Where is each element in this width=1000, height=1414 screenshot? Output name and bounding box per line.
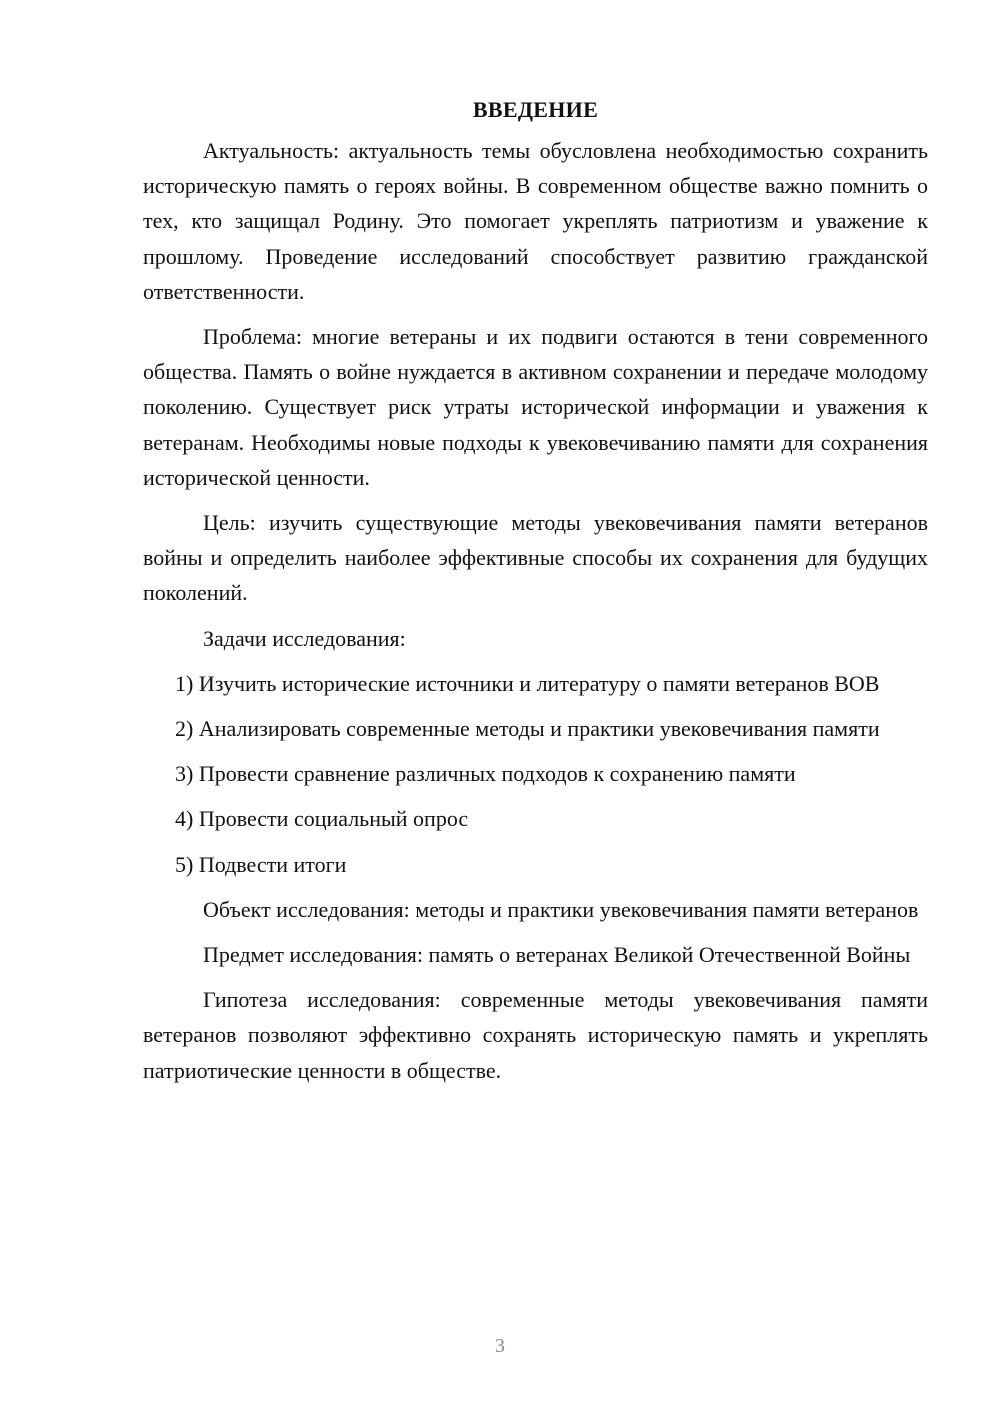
task-item-4: 4) Провести социальный опрос <box>175 806 469 832</box>
hypothesis-paragraph: Гипотеза исследования: современные методы увековечивания памяти ветеранов позволяют эффективно сохранять историческую память и укреплять патриотические ценности в обществе. <box>143 987 928 1083</box>
goal-paragraph: Цель: изучить существующие методы увековечивания памяти ветеранов войны и определить наиболее эффективные способы их сохранения для будущих поколений. <box>143 510 928 606</box>
section-title: ВВЕДЕНИЕ <box>472 97 599 122</box>
task-item-1: 1) Изучить исторические источники и литературу о памяти ветеранов ВОВ <box>175 670 880 696</box>
page-number: 3 <box>495 1335 505 1357</box>
relevance-paragraph: Актуальность: актуальность темы обусловлена необходимостью сохранить историческую память о героях войны. В современном обществе важно помнить о тех, кто защищал Родину. Это помогает укреплять патриотизм и уважение к прошлому. Проведение исследований способствует развитию гражданской ответственности. <box>143 138 928 304</box>
tasks-heading: Задачи исследования: <box>203 625 406 651</box>
problem-paragraph: Проблема: многие ветераны и их подвиги остаются в тени современного общества. Память о войне нуждается в активном сохранении и передаче молодому поколению. Существует риск утраты исторической информации и уважения к ветеранам. Необходимы новые подходы к увековечиванию памяти для сохранения исторической ценности. <box>143 324 928 490</box>
subject-paragraph: Предмет исследования: память о ветеранах Великой Отечественной Войны <box>203 942 911 968</box>
document-page <box>143 92 928 1098</box>
object-paragraph: Объект исследования: методы и практики увековечивания памяти ветеранов <box>203 896 919 922</box>
task-item-5: 5) Подвести итоги <box>175 851 347 877</box>
task-item-2: 2) Анализировать современные методы и практики увековечивания памяти <box>175 716 880 742</box>
task-item-3: 3) Провести сравнение различных подходов к сохранению памяти <box>175 761 796 787</box>
